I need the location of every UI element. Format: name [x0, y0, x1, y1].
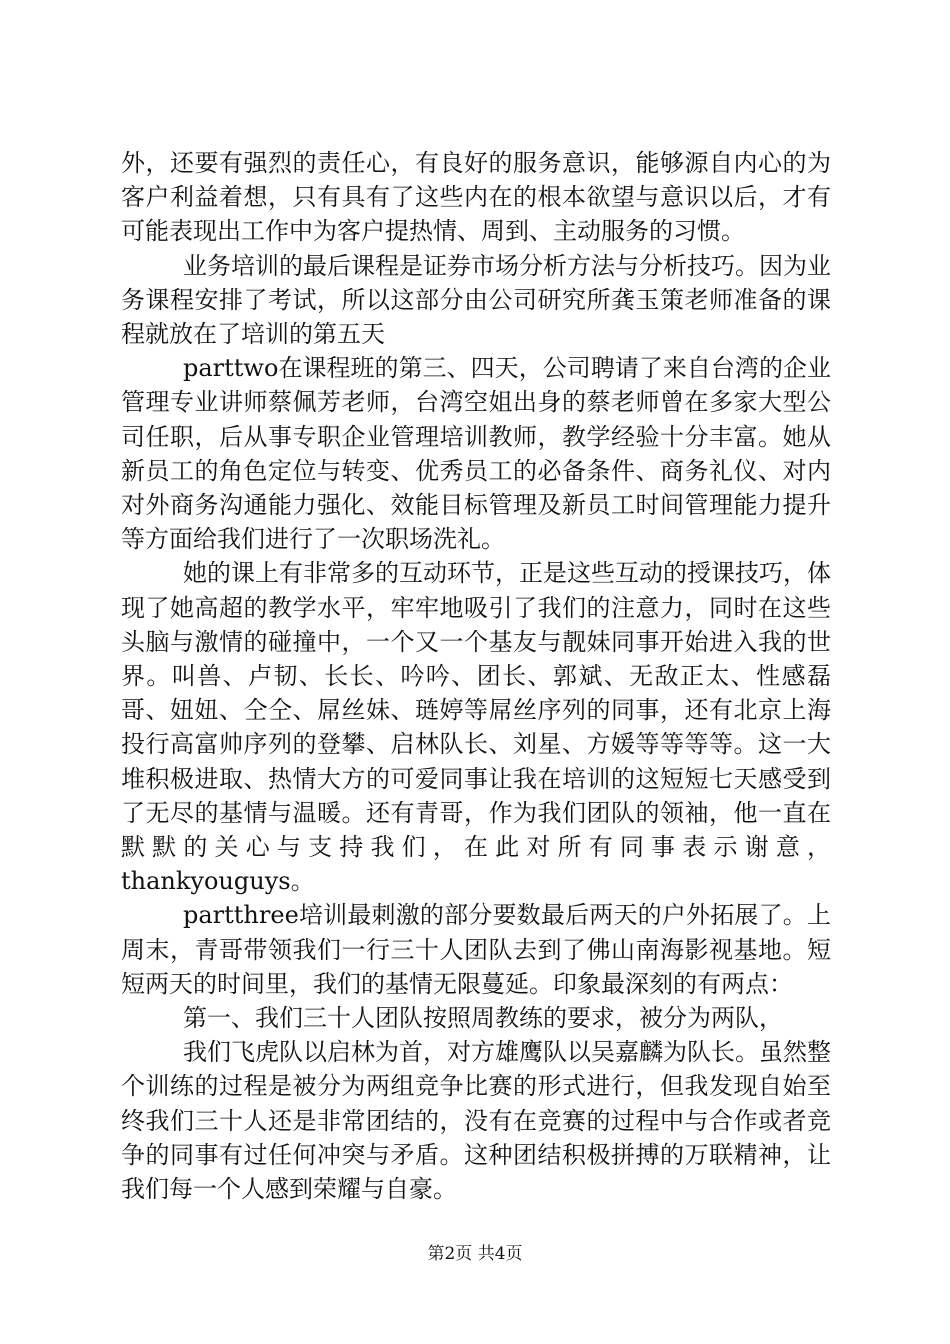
paragraph-3: parttwo在课程班的第三、四天，公司聘请了来自台湾的企业管理专业讲师蔡佩芳老师，台湾空姐出身的蔡老师曾在多家大型公司任职，后从事专职企业管理培训教师，教学经验十分丰富。她从新员工的角色定位与转变、优秀员工的必备条件、商务礼仪、对内对外商务沟通能力强化、效能目标管理及新员工时间管理能力提升等方面给我们进行了一次职场洗礼。: [121, 354, 831, 554]
paragraph-7: 我们飞虎队以启林为首，对方雄鹰队以吴嘉麟为队长。虽然整个训练的过程是被分为两组竞争比赛的形式进行，但我发现自始至终我们三十人还是非常团结的，没有在竞赛的过程中与合作或者竞争的同事有过任何冲突与矛盾。这种团结积极拼搏的万联精神，让我们每一个人感到荣耀与自豪。: [121, 1038, 831, 1204]
paragraph-4: 她的课上有非常多的互动环节，正是这些互动的授课技巧，体现了她高超的教学水平，牢牢地吸引了我们的注意力，同时在这些头脑与激情的碰撞中，一个又一个基友与靓妹同事开始进入我的世界。叫兽、卢韧、长长、吟吟、团长、郭斌、无敌正太、性感磊哥、妞妞、仝仝、屌丝妹、琏婷等屌丝序列的同事，还有北京上海投行高富帅序列的登攀、启林队长、刘星、方媛等等等等。这一大堆积极进取、热情大方的可爱同事让我在培训的这短短七天感受到了无尽的基情与温暖。还有青哥，作为我们团队的领袖，他一直在默默的关心与支持我们，在此对所有同事表示谢意，thankyouguys。: [121, 559, 831, 896]
page-number-footer: 第2页 共4页: [427, 1244, 523, 1264]
document-body: [121, 146, 831, 1206]
paragraph-2: 业务培训的最后课程是证券市场分析方法与分析技巧。因为业务课程安排了考试，所以这部分由公司研究所龚玉策老师准备的课程就放在了培训的第五天: [121, 251, 831, 349]
paragraph-6: 第一、我们三十人团队按照周教练的要求，被分为两队，: [183, 1004, 783, 1033]
paragraph-5: partthree培训最刺激的部分要数最后两天的户外拓展了。上周末，青哥带领我们一行三十人团队去到了佛山南海影视基地。短短两天的时间里，我们的基情无限蔓延。印象最深刻的有两点：: [121, 901, 831, 998]
paragraph-1: 外，还要有强烈的责任心，有良好的服务意识，能够源自内心的为客户利益着想，只有具有了这些内在的根本欲望与意识以后，才有可能表现出工作中为客户提热情、周到、主动服务的习惯。: [121, 149, 831, 246]
